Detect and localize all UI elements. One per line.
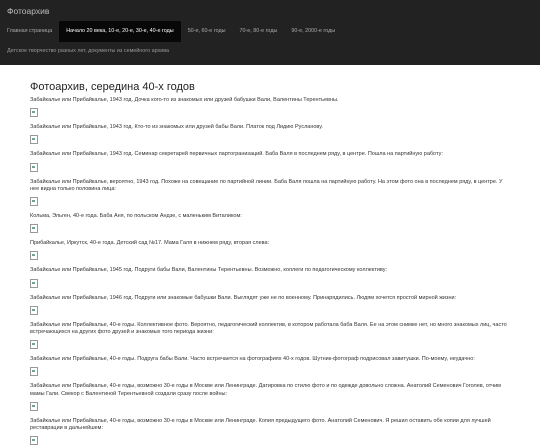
nav-item-early-20th-40s[interactable]: Начало 20 века, 10-е, 20-е, 30-е, 40-е годы	[59, 21, 180, 42]
broken-image-icon[interactable]	[30, 367, 38, 376]
photo-entry	[30, 124, 512, 144]
photo-entry	[30, 418, 512, 445]
photo-caption: Кольма, Эльген, 40-е года. Баба Аня, по польском Андзе, с маленьким Виталиком:	[30, 213, 242, 220]
broken-image-icon[interactable]	[30, 197, 38, 206]
photo-caption: Забайкалье или Прибайкалье, 1943 год. Дочка кого-то из знакомых или друзей бабушки Вали, Валентины Терентьевны.	[30, 97, 339, 103]
photo-entry	[30, 295, 512, 315]
photo-caption: Забайкалье или Прибайкалье, вероятно, 1943 год. Похоже на совещание по партийной линии. Баба Валя пошла на партийную работу. На этом фото она в последнем ряду, в центре. У нее видна только половина лица:	[30, 178, 503, 192]
photo-caption: Забайкалье или Прибайкалье, 1943 год. Семинар секретарей первичных партогранизаций. Баба Валя в последнем ряду, в центре. Пошла на партийную работу:	[30, 151, 443, 158]
nav-item-90s-2000s[interactable]: 90-е, 2000-е годы	[291, 28, 336, 34]
page-title: Фотоархив, середина 40-х годов	[30, 81, 195, 93]
nav-item-children-art[interactable]: Детское творчество разных лет, документы из семейного архива	[7, 48, 170, 54]
broken-image-icon[interactable]	[30, 436, 38, 445]
nav-item-50s-60s[interactable]: 50-е, 60-е годы	[187, 28, 226, 34]
broken-image-icon[interactable]	[30, 135, 38, 144]
photo-caption: Забайкалье или Прибайкалье, 1945 год. Подруги бабы Вали, Валентины Терентьевны. Возможно, коллеги по педагогическому коллективу:	[30, 267, 387, 274]
broken-image-icon[interactable]	[30, 340, 38, 349]
photo-caption: Забайкалье или Прибайкалье, 1946 год. Подруги или знакомые бабушки Вали. Выглядят уже не по военному. Принарядились. Людям хочется простой мирной жизни:	[30, 294, 457, 301]
photo-caption: Забайкалье или Прибайкалье, 40-е годы, возможно 30-е годы в Москве или Ленинграде. Копия предыдущего фото. Анатолий Семенович. Я решил оставить обе копии для лучшей реставрации в дальнейшем:	[30, 417, 491, 432]
broken-image-icon[interactable]	[30, 251, 38, 260]
photo-entry	[30, 383, 512, 410]
broken-image-icon[interactable]	[30, 224, 38, 233]
broken-image-icon[interactable]	[30, 108, 38, 117]
photo-entries	[30, 97, 512, 445]
photo-caption: Прибайкалье, Иркутск, 40-е года. Детский сад №17. Мама Галя в нижнем ряду, вторая слева:	[30, 240, 270, 247]
photo-entry	[30, 179, 512, 206]
photo-caption: Забайкалье или Прибайкалье, 1943 год. Кто-то из знакомых или друзей бабы Вали. Платок под Лидию Русланову.	[30, 124, 323, 131]
photo-entry	[30, 267, 512, 287]
navbar	[0, 0, 540, 65]
broken-image-icon[interactable]	[30, 306, 38, 315]
photo-entry	[30, 213, 512, 233]
photo-caption: Забайкалье или Прибайкалье, 40-е годы, возможно 30-е годы в Москве или Ленинграде. Датировка по стилю фото и по одежде довольно сложна. Анатолий Семенович Гоголев, отчим мамы Гали. Свекор с Валентиной Терентьевной создали сразу после войны:	[30, 383, 501, 397]
broken-image-icon[interactable]	[30, 163, 38, 172]
photo-entry	[30, 97, 512, 117]
main-content	[0, 65, 540, 445]
photo-caption: Забайкалье или Прибайкалье, 40-е годы. Коллективное фото. Вероятно, педагогический коллектив, в котором работала баба Валя. Ее на этом снимке нет, но много знакомых лиц, часто встречающихся на других фото друзей и знакомых того периода жизни:	[30, 321, 507, 336]
photo-caption: Забайкалье или Прибайкалье, 40-е годы. Подруга бабы Вали. Часто встречается на фотографиях 40-х годов. Шутник-фотограф подрисовал завитушки. По-моему, неудачно:	[30, 356, 475, 363]
nav-item-70s-80s[interactable]: 70-е, 80-е годы	[239, 28, 278, 34]
photo-entry	[30, 356, 512, 376]
main-nav	[7, 21, 342, 42]
photo-entry	[30, 151, 512, 171]
broken-image-icon[interactable]	[30, 279, 38, 288]
broken-image-icon[interactable]	[30, 402, 38, 411]
photo-entry	[30, 322, 512, 349]
brand-link[interactable]: Фотоархив	[7, 6, 50, 16]
photo-entry	[30, 240, 512, 260]
nav-item-home[interactable]: Главная страница	[7, 28, 53, 34]
